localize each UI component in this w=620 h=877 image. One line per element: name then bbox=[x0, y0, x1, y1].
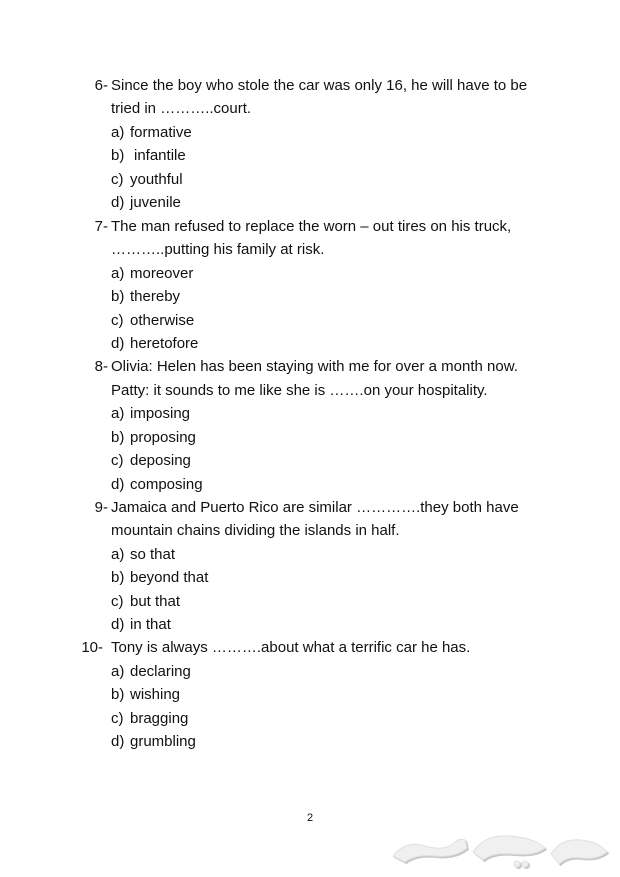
option-letter: a) bbox=[111, 663, 125, 680]
option-text: juvenile bbox=[130, 194, 181, 211]
option-letter: a) bbox=[111, 546, 125, 563]
question-text-line: ………..putting his family at risk. bbox=[111, 241, 325, 258]
option-text: so that bbox=[130, 546, 176, 563]
option-text: moreover bbox=[130, 265, 194, 282]
option-letter: d) bbox=[111, 733, 125, 750]
option-letter: a) bbox=[111, 405, 125, 422]
option-letter: a) bbox=[111, 124, 125, 141]
option-letter: b) bbox=[111, 288, 125, 305]
option-text: in that bbox=[130, 616, 171, 633]
option-text: bragging bbox=[130, 710, 189, 727]
option-text: formative bbox=[130, 124, 192, 141]
option-text: thereby bbox=[130, 288, 181, 305]
option-letter: b) bbox=[111, 686, 125, 703]
option-letter: c) bbox=[111, 452, 124, 469]
option-letter: b) bbox=[111, 429, 125, 446]
question-text-line: tried in ………..court. bbox=[111, 100, 252, 117]
option-text: wishing bbox=[130, 686, 181, 703]
option-letter: c) bbox=[111, 710, 124, 727]
question-text-line: Olivia: Helen has been staying with me for over a month now. bbox=[111, 358, 518, 375]
option-text: youthful bbox=[130, 171, 183, 188]
question-text-line: mountain chains dividing the islands in half. bbox=[111, 522, 400, 539]
option-text: composing bbox=[130, 476, 203, 493]
option-letter: d) bbox=[111, 476, 125, 493]
option-letter: b) bbox=[111, 569, 125, 586]
option-text: heretofore bbox=[130, 335, 199, 352]
option-letter: d) bbox=[111, 616, 125, 633]
option-letter: c) bbox=[111, 593, 124, 610]
option-text: deposing bbox=[130, 452, 191, 469]
option-text: otherwise bbox=[130, 312, 195, 329]
question-text-line: Since the boy who stole the car was only 16, he will have to be bbox=[111, 77, 528, 94]
question-text-line: Jamaica and Puerto Rico are similar ………….they both have bbox=[111, 499, 519, 516]
option-letter: a) bbox=[111, 265, 125, 282]
option-letter: b) bbox=[111, 147, 125, 164]
option-text: infantile bbox=[134, 147, 186, 164]
question-number: 9- bbox=[94, 499, 108, 516]
option-letter: c) bbox=[111, 312, 124, 329]
question-number: 10- bbox=[81, 639, 103, 656]
question-number: 6- bbox=[94, 77, 108, 94]
page-number: 2 bbox=[306, 812, 314, 824]
question-number: 7- bbox=[94, 218, 108, 235]
question-text-line: The man refused to replace the worn – out tires on his truck, bbox=[111, 218, 512, 235]
question-text-line: Tony is always ……….about what a terrific car he has. bbox=[111, 639, 471, 656]
option-text: but that bbox=[130, 593, 181, 610]
option-text: declaring bbox=[130, 663, 191, 680]
question-text-line: Patty: it sounds to me like she is …….on your hospitality. bbox=[111, 382, 488, 399]
option-letter: d) bbox=[111, 335, 125, 352]
option-text: proposing bbox=[130, 429, 196, 446]
option-letter: c) bbox=[111, 171, 124, 188]
option-text: grumbling bbox=[130, 733, 196, 750]
option-letter: d) bbox=[111, 194, 125, 211]
haraj-watermark-logo bbox=[385, 822, 615, 872]
option-text: imposing bbox=[130, 405, 191, 422]
question-number: 8- bbox=[94, 358, 108, 375]
option-text: beyond that bbox=[130, 569, 209, 586]
